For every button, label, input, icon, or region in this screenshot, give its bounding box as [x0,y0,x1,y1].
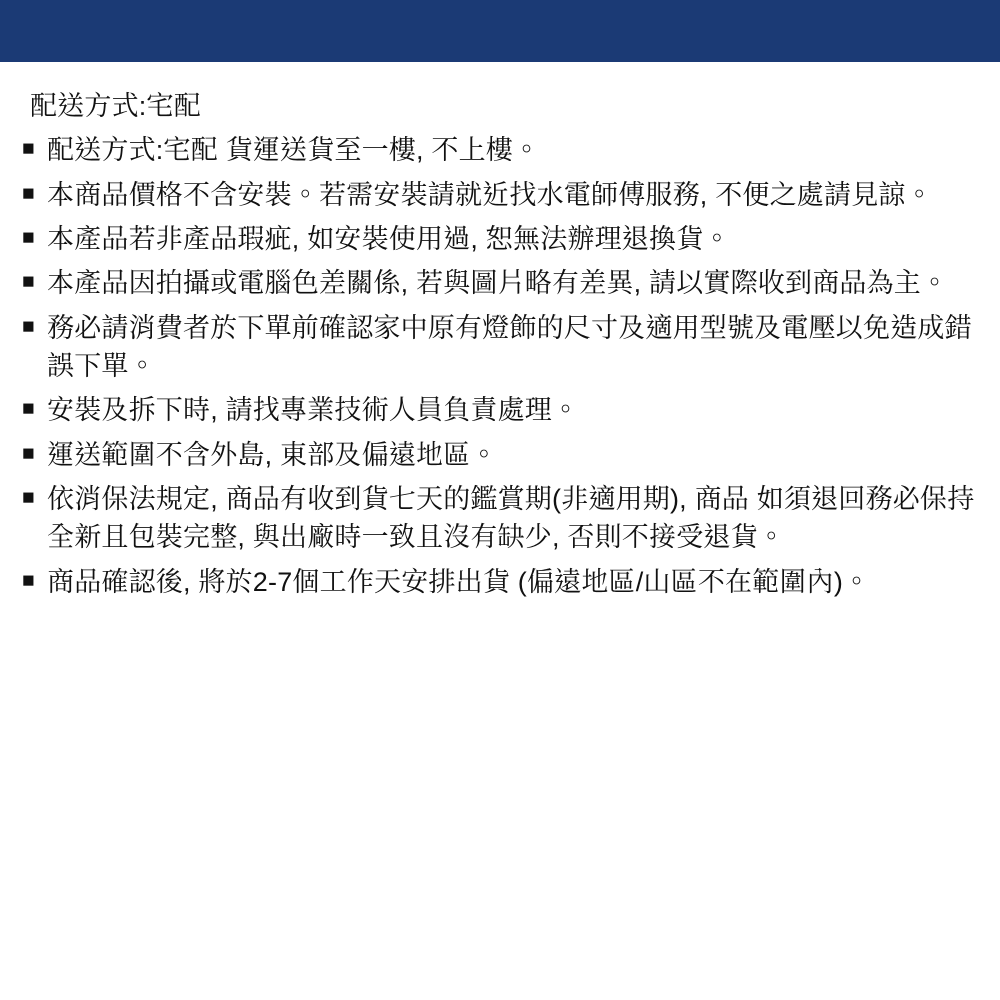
list-item [22,220,982,258]
square-bullet-icon: ■ [22,397,35,421]
terms-content [0,62,1000,607]
list-item-text: 依消保法規定, 商品有收到貨七天的鑑賞期(非適用期), 商品 如須退回務必保持全新且包裝完整, 與出廠時一致且沒有缺少, 否則不接受退貨。 [47,483,975,553]
square-bullet-icon: ■ [22,441,35,465]
square-bullet-icon: ■ [22,270,35,294]
terms-list [22,131,982,601]
square-bullet-icon: ■ [22,485,35,509]
square-bullet-icon: ■ [22,225,35,249]
list-item [22,131,982,169]
square-bullet-icon: ■ [22,314,35,338]
list-item-text: 本商品價格不含安裝。若需安裝請就近找水電師傅服務, 不便之處請見諒。 [47,179,933,210]
list-item-text: 配送方式:宅配 貨運送貨至一樓, 不上樓。 [47,135,541,166]
list-item [22,563,982,601]
list-item-text: 商品確認後, 將於2-7個工作天安排出貨 (偏遠地區/山區不在範圍內)。 [47,566,871,597]
list-item [22,436,982,474]
list-item [22,309,982,386]
list-item-text: 運送範圍不含外島, 東部及偏遠地區。 [47,439,498,470]
square-bullet-icon: ■ [22,181,35,205]
delivery-method-line: 配送方式:宅配 [30,91,201,121]
square-bullet-icon: ■ [22,137,35,161]
list-item-text: 安裝及拆下時, 請找專業技術人員負責處理。 [47,395,580,426]
list-item-text: 務必請消費者於下單前確認家中原有燈飾的尺寸及適用型號及電壓以免造成錯誤下單。 [47,312,972,381]
square-bullet-icon: ■ [22,568,35,592]
list-item [22,176,982,214]
list-item [22,264,982,302]
list-item [22,480,982,557]
list-item [22,391,982,429]
header-band [0,0,1000,62]
list-item-text: 本產品若非產品瑕疵, 如安裝使用過, 恕無法辦理退換貨。 [47,223,731,254]
list-item-text: 本產品因拍攝或電腦色差關係, 若與圖片略有差異, 請以實際收到商品為主。 [47,268,949,299]
